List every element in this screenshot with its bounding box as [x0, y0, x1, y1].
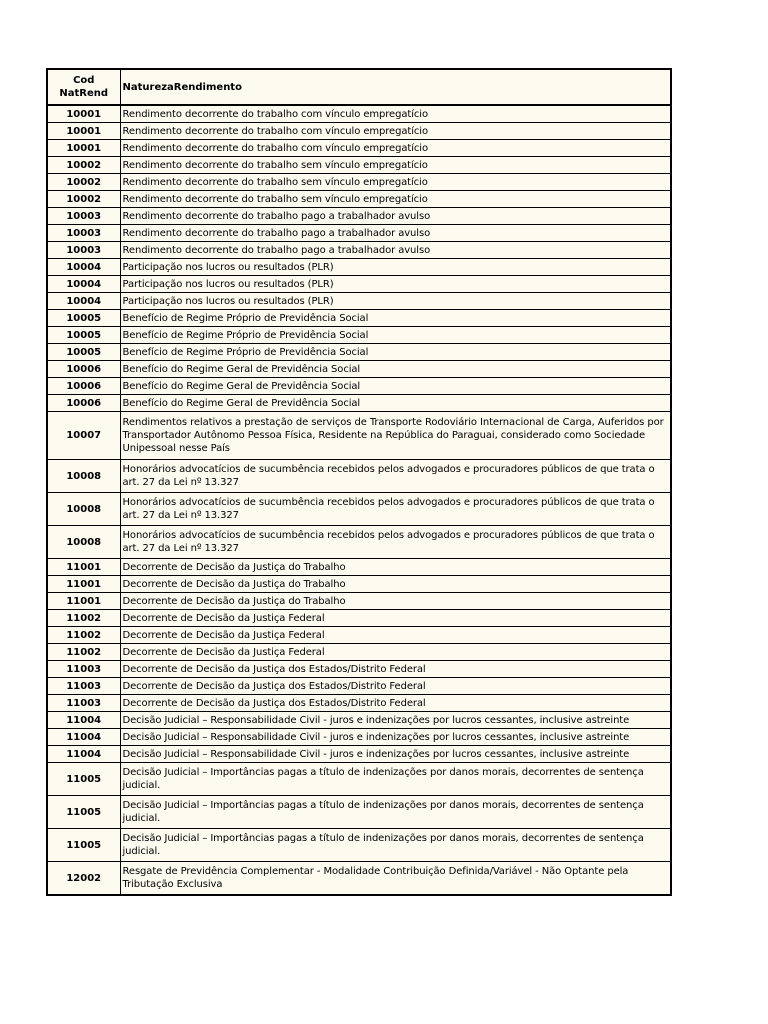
natureza-rendimento-cell: Decorrente de Decisão da Justiça do Trabalho — [120, 576, 671, 593]
natureza-rendimento-cell: Decorrente de Decisão da Justiça dos Estados/Distrito Federal — [120, 695, 671, 712]
table-row — [47, 259, 671, 276]
table-row — [47, 105, 671, 123]
cod-natrend-cell: 10004 — [47, 276, 120, 293]
natureza-rendimento-cell: Decorrente de Decisão da Justiça Federal — [120, 644, 671, 661]
natureza-rendimento-cell: Decorrente de Decisão da Justiça dos Estados/Distrito Federal — [120, 661, 671, 678]
cod-natrend-cell: 10006 — [47, 361, 120, 378]
natureza-rendimento-cell: Benefício de Regime Próprio de Previdência Social — [120, 344, 671, 361]
cod-natrend-cell: 11003 — [47, 678, 120, 695]
cod-natrend-cell: 11005 — [47, 796, 120, 829]
natureza-rendimento-cell: Decorrente de Decisão da Justiça dos Estados/Distrito Federal — [120, 678, 671, 695]
header-row — [47, 69, 671, 105]
cod-natrend-cell: 11004 — [47, 729, 120, 746]
natureza-rendimento-cell: Honorários advocatícios de sucumbência recebidos pelos advogados e procuradores públicos de que trata o art. 27 da Lei nº 13.327 — [120, 493, 671, 526]
table-row — [47, 746, 671, 763]
cod-natrend-cell: 11001 — [47, 593, 120, 610]
natureza-rendimento-cell: Rendimento decorrente do trabalho pago a trabalhador avulso — [120, 208, 671, 225]
table-row — [47, 157, 671, 174]
cod-natrend-cell: 10003 — [47, 208, 120, 225]
table-row — [47, 225, 671, 242]
table-row — [47, 862, 671, 896]
natureza-rendimento-cell: Rendimento decorrente do trabalho com vínculo empregatício — [120, 140, 671, 157]
table-row — [47, 678, 671, 695]
table-row — [47, 378, 671, 395]
table-row — [47, 361, 671, 378]
natureza-rendimento-cell: Rendimento decorrente do trabalho com vínculo empregatício — [120, 105, 671, 123]
cod-natrend-cell: 10006 — [47, 378, 120, 395]
natureza-rendimento-cell: Rendimento decorrente do trabalho sem vínculo empregatício — [120, 191, 671, 208]
natureza-rendimento-cell: Honorários advocatícios de sucumbência recebidos pelos advogados e procuradores públicos de que trata o art. 27 da Lei nº 13.327 — [120, 460, 671, 493]
cod-natrend-cell: 10002 — [47, 174, 120, 191]
table-row — [47, 729, 671, 746]
cod-natrend-cell: 10008 — [47, 493, 120, 526]
table-row — [47, 344, 671, 361]
cod-natrend-cell: 10003 — [47, 242, 120, 259]
cod-natrend-cell: 10004 — [47, 293, 120, 310]
table-row — [47, 310, 671, 327]
natureza-rendimento-cell: Rendimento decorrente do trabalho com vínculo empregatício — [120, 123, 671, 140]
cod-natrend-cell: 11001 — [47, 576, 120, 593]
natureza-rendimento-cell: Benefício do Regime Geral de Previdência Social — [120, 378, 671, 395]
natureza-rendimento-cell: Benefício de Regime Próprio de Previdência Social — [120, 327, 671, 344]
table-row — [47, 460, 671, 493]
table-body — [47, 105, 671, 895]
table-row — [47, 276, 671, 293]
natureza-rendimento-cell: Rendimento decorrente do trabalho pago a trabalhador avulso — [120, 242, 671, 259]
natureza-rendimento-cell: Benefício de Regime Próprio de Previdência Social — [120, 310, 671, 327]
cod-natrend-cell: 11004 — [47, 746, 120, 763]
table-row — [47, 661, 671, 678]
natureza-rendimento-cell: Decisão Judicial – Importâncias pagas a título de indenizações por danos morais, decorrentes de sentença judicial. — [120, 829, 671, 862]
cod-natrend-cell: 11001 — [47, 559, 120, 576]
natureza-rendimento-cell: Rendimento decorrente do trabalho sem vínculo empregatício — [120, 174, 671, 191]
cod-natrend-cell: 10002 — [47, 157, 120, 174]
table-row — [47, 829, 671, 862]
cod-natrend-cell: 11002 — [47, 610, 120, 627]
table-row — [47, 327, 671, 344]
cod-natrend-cell: 11004 — [47, 712, 120, 729]
cod-natrend-cell: 12002 — [47, 862, 120, 896]
table-row — [47, 174, 671, 191]
header-cod-natrend: Cod NatRend — [47, 69, 120, 105]
table-row — [47, 208, 671, 225]
natureza-rendimento-cell: Rendimento decorrente do trabalho sem vínculo empregatício — [120, 157, 671, 174]
natureza-rendimento-cell: Rendimentos relativos a prestação de serviços de Transporte Rodoviário Internacional de Carga, Auferidos por Transportador Autônomo Pessoa Física, Residente na República do Paraguai, considerado como Sociedade Unipessoal nesse País — [120, 412, 671, 460]
table-row — [47, 593, 671, 610]
cod-natrend-cell: 10003 — [47, 225, 120, 242]
cod-natrend-cell: 10001 — [47, 123, 120, 140]
natureza-rendimento-cell: Participação nos lucros ou resultados (PLR) — [120, 276, 671, 293]
table-row — [47, 526, 671, 559]
cod-natrend-cell: 10005 — [47, 310, 120, 327]
cod-natrend-cell: 11003 — [47, 661, 120, 678]
table-row — [47, 712, 671, 729]
natureza-rendimento-cell: Participação nos lucros ou resultados (PLR) — [120, 293, 671, 310]
natureza-rendimento-cell: Decorrente de Decisão da Justiça do Trabalho — [120, 593, 671, 610]
table-row — [47, 242, 671, 259]
cod-natrend-cell: 10008 — [47, 460, 120, 493]
cod-natrend-cell: 11002 — [47, 627, 120, 644]
table-row — [47, 559, 671, 576]
table-row — [47, 395, 671, 412]
cod-natrend-cell: 10005 — [47, 327, 120, 344]
table-row — [47, 695, 671, 712]
cod-natrend-cell: 11003 — [47, 695, 120, 712]
table-row — [47, 140, 671, 157]
natureza-rendimento-cell: Rendimento decorrente do trabalho pago a trabalhador avulso — [120, 225, 671, 242]
table-row — [47, 191, 671, 208]
natureza-rendimento-cell: Decisão Judicial – Responsabilidade Civil - juros e indenizações por lucros cessantes, inclusive astreinte — [120, 712, 671, 729]
table-row — [47, 610, 671, 627]
income-nature-table — [46, 68, 672, 896]
natureza-rendimento-cell: Decisão Judicial – Importâncias pagas a título de indenizações por danos morais, decorrentes de sentença judicial. — [120, 796, 671, 829]
table-row — [47, 576, 671, 593]
natureza-rendimento-cell: Decisão Judicial – Responsabilidade Civil - juros e indenizações por lucros cessantes, inclusive astreinte — [120, 729, 671, 746]
table-row — [47, 644, 671, 661]
table-row — [47, 493, 671, 526]
table-row — [47, 412, 671, 460]
natureza-rendimento-cell: Decorrente de Decisão da Justiça Federal — [120, 610, 671, 627]
cod-natrend-cell: 10005 — [47, 344, 120, 361]
natureza-rendimento-cell: Decorrente de Decisão da Justiça do Trabalho — [120, 559, 671, 576]
cod-natrend-cell: 10007 — [47, 412, 120, 460]
table-row — [47, 123, 671, 140]
natureza-rendimento-cell: Benefício do Regime Geral de Previdência Social — [120, 361, 671, 378]
natureza-rendimento-cell: Resgate de Previdência Complementar - Modalidade Contribuição Definida/Variável - Não Optante pela Tributação Exclusiva — [120, 862, 671, 896]
cod-natrend-cell: 11002 — [47, 644, 120, 661]
natureza-rendimento-cell: Benefício do Regime Geral de Previdência Social — [120, 395, 671, 412]
table-row — [47, 627, 671, 644]
cod-natrend-cell: 10002 — [47, 191, 120, 208]
cod-natrend-cell: 10008 — [47, 526, 120, 559]
natureza-rendimento-cell: Decisão Judicial – Importâncias pagas a título de indenizações por danos morais, decorrentes de sentença judicial. — [120, 763, 671, 796]
cod-natrend-cell: 10004 — [47, 259, 120, 276]
cod-natrend-cell: 11005 — [47, 829, 120, 862]
natureza-rendimento-cell: Decorrente de Decisão da Justiça Federal — [120, 627, 671, 644]
cod-natrend-cell: 11005 — [47, 763, 120, 796]
natureza-rendimento-cell: Participação nos lucros ou resultados (PLR) — [120, 259, 671, 276]
header-natureza-rendimento: NaturezaRendimento — [120, 69, 671, 105]
natureza-rendimento-cell: Decisão Judicial – Responsabilidade Civil - juros e indenizações por lucros cessantes, inclusive astreinte — [120, 746, 671, 763]
cod-natrend-cell: 10006 — [47, 395, 120, 412]
table-row — [47, 796, 671, 829]
cod-natrend-cell: 10001 — [47, 105, 120, 123]
cod-natrend-cell: 10001 — [47, 140, 120, 157]
table-row — [47, 763, 671, 796]
table-row — [47, 293, 671, 310]
natureza-rendimento-cell: Honorários advocatícios de sucumbência recebidos pelos advogados e procuradores públicos de que trata o art. 27 da Lei nº 13.327 — [120, 526, 671, 559]
